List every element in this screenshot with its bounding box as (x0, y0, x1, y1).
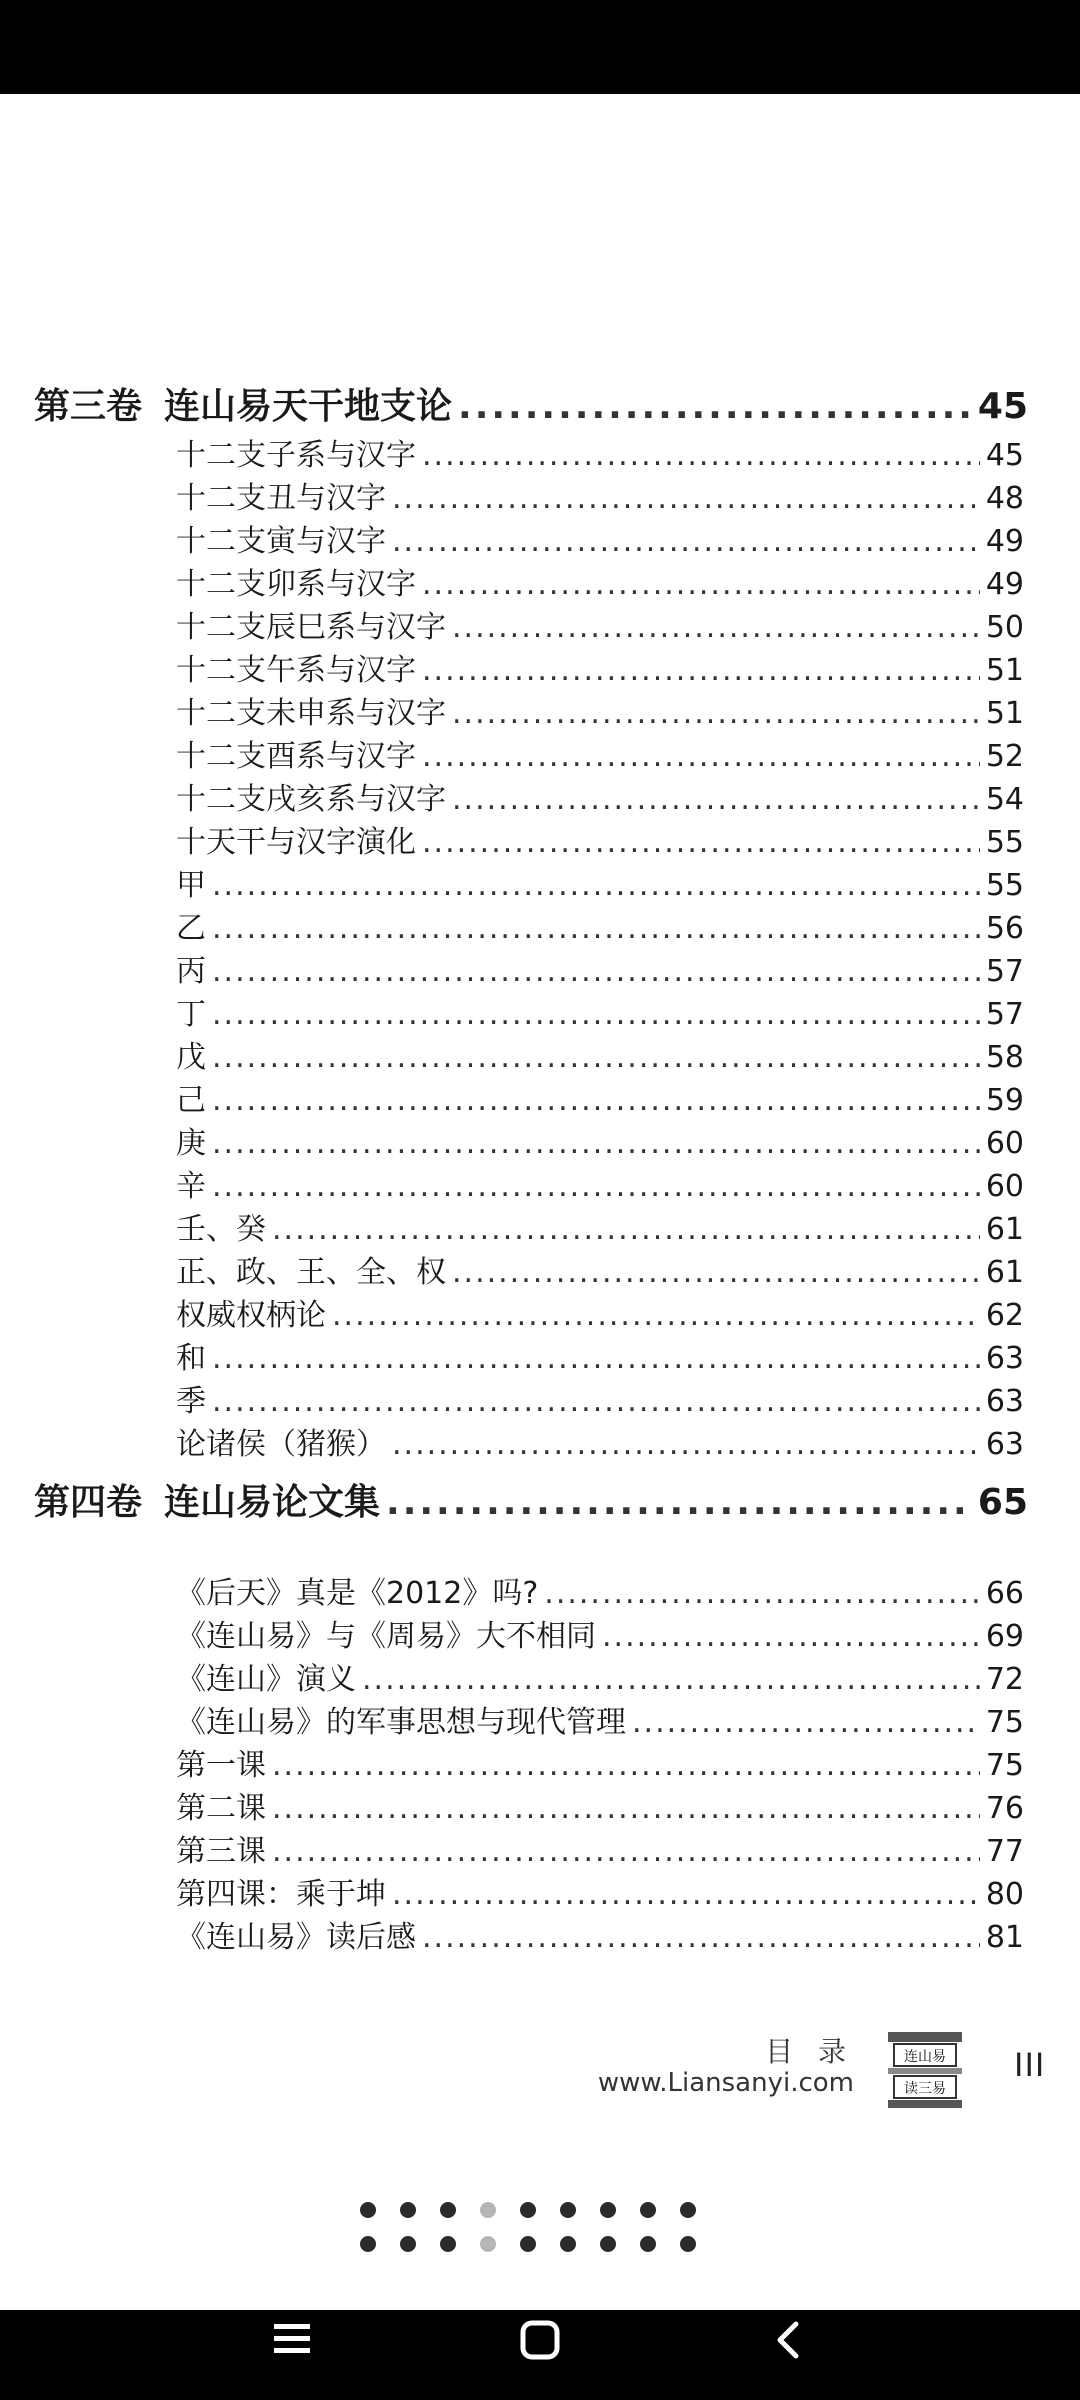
dot-leader (452, 606, 980, 649)
volume-title: 连山易天干地支论 (164, 386, 453, 427)
entry-label: 十二支辰巳系与汉字 (176, 610, 446, 645)
page-dot[interactable] (680, 2236, 696, 2252)
toc-entry[interactable] (176, 1294, 1024, 1337)
logo-text-top: 连山易 (904, 2049, 946, 2065)
toc-entry[interactable] (176, 907, 1024, 950)
page-number: 49 (985, 567, 1024, 602)
dot-leader (422, 735, 980, 778)
page-indicator-row (360, 2236, 720, 2252)
entry-label: 和 (176, 1341, 206, 1376)
dot-leader (212, 950, 980, 993)
page-number: 59 (985, 1083, 1024, 1118)
page-dot-active[interactable] (480, 2202, 496, 2218)
entry-label: 《连山易》的军事思想与现代管理 (176, 1705, 626, 1740)
page-number: 63 (985, 1341, 1024, 1376)
page-number: 60 (985, 1126, 1024, 1161)
dot-leader (458, 380, 972, 434)
toc-entry[interactable] (176, 778, 1024, 821)
page-number: 55 (985, 868, 1024, 903)
page-dot[interactable] (400, 2202, 416, 2218)
toc-entry[interactable] (176, 649, 1024, 692)
entry-label: 十二支未申系与汉字 (176, 696, 446, 731)
dot-leader (272, 1830, 980, 1873)
page-number: 57 (985, 954, 1024, 989)
toc-entry[interactable] (176, 606, 1024, 649)
volume-title: 连山易论文集 (164, 1482, 381, 1523)
toc-entry[interactable] (176, 864, 1024, 907)
entry-label: 权威权柄论 (176, 1298, 326, 1333)
page-number: 52 (985, 739, 1024, 774)
dot-leader (452, 1251, 980, 1294)
entry-label: 十二支酉系与汉字 (176, 739, 416, 774)
toc-entry[interactable] (176, 563, 1024, 606)
dot-leader (332, 1294, 980, 1337)
toc-entry[interactable] (176, 1036, 1024, 1079)
page-dot[interactable] (360, 2202, 376, 2218)
toc-entry[interactable] (176, 1701, 1024, 1744)
entry-label: 乙 (176, 911, 206, 946)
dot-leader (212, 907, 980, 950)
toc-entry[interactable] (176, 434, 1024, 477)
entry-label: 十二支子系与汉字 (176, 438, 416, 473)
toc-entry[interactable] (176, 1787, 1024, 1830)
page-number: 60 (985, 1169, 1024, 1204)
page-dot[interactable] (440, 2236, 456, 2252)
page-roman-numeral: III (1014, 2046, 1046, 2084)
entry-label: 辛 (176, 1169, 206, 1204)
entry-label: 论诸侯（猪猴） (176, 1427, 386, 1462)
dot-leader (392, 520, 980, 563)
toc-entry[interactable] (176, 1830, 1024, 1873)
entry-label: 季 (176, 1384, 206, 1419)
page-number: 61 (985, 1212, 1024, 1247)
page-number: 56 (985, 911, 1024, 946)
dot-leader (212, 993, 980, 1036)
logo-text-bottom: 读三易 (904, 2081, 946, 2097)
toc-entry[interactable] (176, 1873, 1024, 1916)
page-number: 63 (985, 1427, 1024, 1462)
toc-entry[interactable] (176, 993, 1024, 1036)
section-label: 目 录 (765, 2035, 854, 2068)
page-number: 66 (985, 1576, 1024, 1611)
toc-entry[interactable] (176, 821, 1024, 864)
page-dot[interactable] (640, 2202, 656, 2218)
volume-number: 第三卷 (34, 386, 143, 427)
entry-label: 《连山易》读后感 (176, 1920, 416, 1955)
status-bar (0, 0, 1080, 94)
page-number: 61 (985, 1255, 1024, 1290)
entry-label: 《连山易》与《周易》大不相同 (176, 1619, 596, 1654)
page-number: 75 (985, 1705, 1024, 1740)
toc-entry[interactable] (176, 1423, 1024, 1466)
volume-heading[interactable] (34, 380, 1028, 434)
entry-label: 十二支午系与汉字 (176, 653, 416, 688)
page-dot[interactable] (360, 2236, 376, 2252)
entry-label: 十二支寅与汉字 (176, 524, 386, 559)
toc-entry[interactable] (176, 692, 1024, 735)
volume-heading[interactable] (34, 1476, 1028, 1530)
page-number: 77 (985, 1834, 1024, 1869)
dot-leader (362, 1658, 980, 1701)
page-dot[interactable] (600, 2236, 616, 2252)
dot-leader (392, 1423, 980, 1466)
page-number: 48 (985, 481, 1024, 516)
entry-label: 甲 (176, 868, 206, 903)
dot-leader (212, 1337, 980, 1380)
dot-leader (452, 778, 980, 821)
dot-leader (212, 864, 980, 907)
page-indicator[interactable] (360, 2202, 720, 2270)
entry-label: 丙 (176, 954, 206, 989)
entry-label: 第三课 (176, 1834, 266, 1869)
dot-leader (422, 821, 980, 864)
entry-label: 第二课 (176, 1791, 266, 1826)
page-number: 45 (985, 438, 1024, 473)
toc-entry[interactable] (176, 1079, 1024, 1122)
dot-leader (212, 1036, 980, 1079)
toc-entry[interactable] (176, 477, 1024, 520)
dot-leader (212, 1079, 980, 1122)
page-indicator-row (360, 2202, 720, 2218)
entry-label: 第四课：乘于坤 (176, 1877, 386, 1912)
toc-entry[interactable] (176, 1208, 1024, 1251)
dot-leader (212, 1122, 980, 1165)
volume-number: 第四卷 (34, 1482, 143, 1523)
dot-leader (422, 563, 980, 606)
entry-label: 壬、癸 (176, 1212, 266, 1247)
entry-label: 十二支丑与汉字 (176, 481, 386, 516)
dot-leader (272, 1744, 980, 1787)
page-dot[interactable] (440, 2202, 456, 2218)
dot-leader (272, 1787, 980, 1830)
toc-entry[interactable] (176, 1615, 1024, 1658)
dot-leader (212, 1165, 980, 1208)
page-dot-active[interactable] (480, 2236, 496, 2252)
dot-leader (632, 1701, 980, 1744)
entry-label: 己 (176, 1083, 206, 1118)
dot-leader (602, 1615, 980, 1658)
dot-leader (422, 434, 980, 477)
page-number: 58 (985, 1040, 1024, 1075)
dot-leader (272, 1208, 980, 1251)
toc-entry[interactable] (176, 1572, 1024, 1615)
entry-label: 十二支卯系与汉字 (176, 567, 416, 602)
toc-entry[interactable] (176, 520, 1024, 563)
toc-entry[interactable] (176, 1337, 1024, 1380)
page-number: 65 (977, 1482, 1028, 1523)
dot-leader (544, 1572, 980, 1615)
dot-leader (392, 1873, 980, 1916)
entry-label: 十二支戌亥系与汉字 (176, 782, 446, 817)
page-number: 50 (985, 610, 1024, 645)
dot-leader (422, 649, 980, 692)
dot-leader (386, 1476, 972, 1530)
page-number: 81 (985, 1920, 1024, 1955)
entry-label: 《连山》演义 (176, 1662, 356, 1697)
entry-label: 庚 (176, 1126, 206, 1161)
page-number: 63 (985, 1384, 1024, 1419)
entry-label: 《后天》真是《2012》吗? (176, 1576, 539, 1611)
toc-entry[interactable] (176, 1251, 1024, 1294)
toc-entry[interactable] (176, 1916, 1024, 1959)
page-number: 57 (985, 997, 1024, 1032)
website-url: www.Liansanyi.com (597, 2068, 854, 2098)
page-number: 55 (985, 825, 1024, 860)
page-number: 45 (977, 386, 1028, 427)
page-dot[interactable] (680, 2202, 696, 2218)
page-number: 75 (985, 1748, 1024, 1783)
back-icon[interactable] (772, 2318, 802, 2366)
page-number: 76 (985, 1791, 1024, 1826)
page-dot[interactable] (600, 2202, 616, 2218)
page-dot[interactable] (640, 2236, 656, 2252)
page-number: 69 (985, 1619, 1024, 1654)
toc-entry[interactable] (176, 1744, 1024, 1787)
page-dot[interactable] (400, 2236, 416, 2252)
toc-entry[interactable] (176, 1380, 1024, 1423)
page-dot[interactable] (520, 2202, 536, 2218)
page-number: 80 (985, 1877, 1024, 1912)
page-dot[interactable] (560, 2236, 576, 2252)
toc-entry[interactable] (176, 1165, 1024, 1208)
toc-entry[interactable] (176, 735, 1024, 778)
entry-label: 十天干与汉字演化 (176, 825, 416, 860)
toc-entry[interactable] (176, 950, 1024, 993)
page-number: 54 (985, 782, 1024, 817)
recent-apps-icon[interactable] (272, 2318, 314, 2366)
entry-label: 戊 (176, 1040, 206, 1075)
book-logo (888, 2032, 962, 2108)
page-dot[interactable] (520, 2236, 536, 2252)
page-number: 62 (985, 1298, 1024, 1333)
toc-entry[interactable] (176, 1658, 1024, 1701)
dot-leader (212, 1380, 980, 1423)
page-number: 51 (985, 653, 1024, 688)
entry-label: 正、政、王、全、权 (176, 1255, 446, 1290)
page-number: 51 (985, 696, 1024, 731)
dot-leader (422, 1916, 980, 1959)
page-number: 72 (985, 1662, 1024, 1697)
toc-entry[interactable] (176, 1122, 1024, 1165)
dot-leader (392, 477, 980, 520)
entry-label: 第一课 (176, 1748, 266, 1783)
dot-leader (452, 692, 980, 735)
page-dot[interactable] (560, 2202, 576, 2218)
page-number: 49 (985, 524, 1024, 559)
entry-label: 丁 (176, 997, 206, 1032)
home-icon[interactable] (518, 2318, 562, 2366)
